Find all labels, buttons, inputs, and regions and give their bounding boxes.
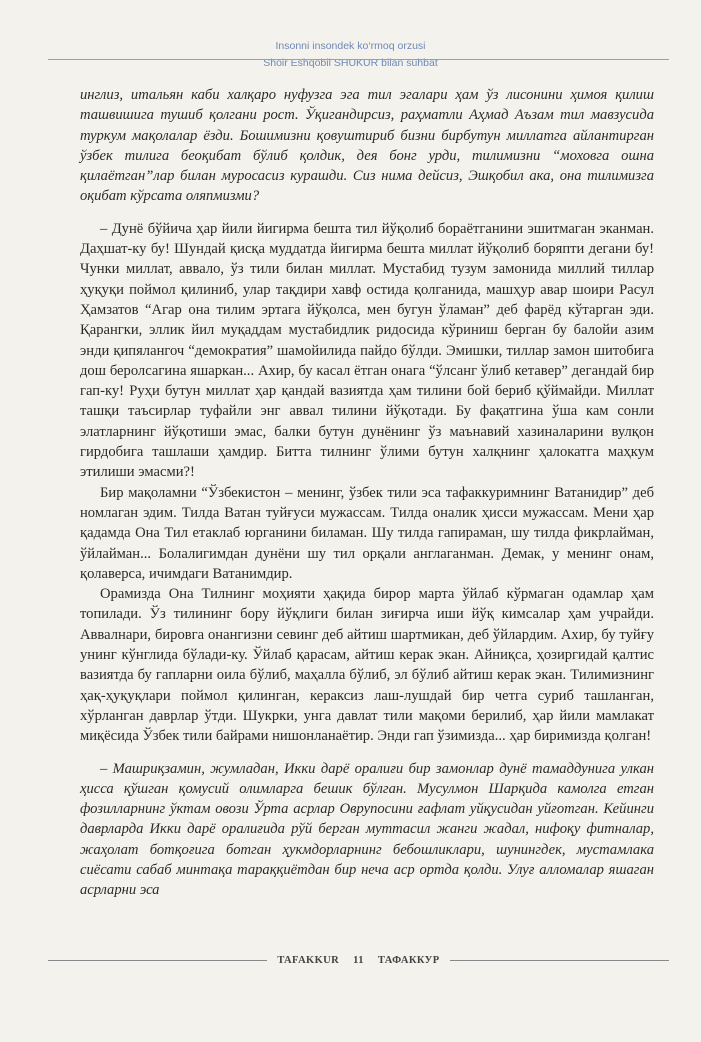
- answer-paragraph: Орамизда Она Тилнинг моҳияти ҳақида бирор марта ўйлаб кўрмаган одамлар ҳам топилади. Ўз тилининг бору йўқлиги билан зиғирча иши йўқ кимсалар ҳам учрайди. Аввалнари, бировга онангизни севинг деб айтиш шартмикан, деб ўйлардим. Ахир, бу туйғу унинг кўнглида бўлади-ку. Ўйлаб қарасам, айтиш керак экан. Айниқса, ҳозиргидай қалтис вазиятда бу гапларни оила бўлиб, маҳалла бўлиб, эл бўлиб айтиш керак экан. Тилимизнинг ҳақ-ҳуқуқлари поймол қилинган, кераксиз лаш-лушдай бир четга суриб ташланган, хўрланган даврлар ўтди. Шукрки, унга давлат тили мақоми берилиб, ҳар йили мамлакат миқёсида Ўзбек тили байрами нишонланаётир. Энди гап ўзимизда... ҳар биримизда қолган!: [80, 586, 654, 745]
- footer-journal-latin: TAFAKKUR: [277, 955, 340, 966]
- running-head-rule: [48, 59, 669, 60]
- running-head-subtitle: Shoir Eshqobil SHUKUR bilan suhbat: [263, 57, 438, 69]
- answer-paragraph: Бир мақоламни “Ўзбекистон – менинг, ўзбек тили эса тафаккуримнинг Ватанидир” деб номлаган эдим. Тилда Ватан туйғуси мужассам. Тилда оналик ҳисси мужассам. Мени ҳар қадамда Она Тил етаклаб юрганини биламан. Шу тилда гапираман, шу тилда фикрлайман, ўйлайман... Болалигимдан дунёни шу тил орқали англаганман. Демак, у менинг онам, қолаверса, ичимдаги Ватанимдир.: [80, 484, 654, 582]
- running-head-title: Insonni insondek ko‘rmoq orzusi: [275, 40, 426, 52]
- question-paragraph: инглиз, итальян каби халқаро нуфузга эга тил эгалари ҳам ўз лисонини ҳимоя қилиш ташвишига тушиб қолгани рост. Ўқигандирсиз, раҳматли Аҳмад Аъзам тил мавзусида туркум мақолалар ёзди. Бошимизни қовуштириб бизни бирбутун миллатга айлантирган ўзбек тилига беоқибат бўлиб қолдик, дея бонг урди, тилимизни “моховга ошна қилаётган”лар билан муросасиз курашди. Сиз нима дейсиз, Эшқобил ака, она тилимизга оқибат кўрсата оляпмизми?: [80, 87, 654, 205]
- answer-paragraph: – Дунё бўйича ҳар йили йигирма бешта тил йўқолиб бораётганини эшитмаган эканман. Даҳшат-ку бу! Шундай қисқа муддатда йигирма бешта миллат йўқолиб боряпти дегани бу! Чунки миллат, аввало, ўз тили билан миллат. Мустабид тузум замонида миллий тиллар ҳуқуқи поймол қилиниб, улар тақдири хавф остида қолганида, машҳур авар шоири Расул Ҳамзатов “Агар она тилим эртага йўқолса, мен бугун ўламан” деб фарёд кўтарган эди. Қарангки, эллик йил муқаддам мустабидлик ридосида кўриниш берган бу балойи азим энди қипялангоч “демократия” шамойилида пайдо бўлди. Эмишки, тиллар замон шитобига дош беролсагина яшаркан... Ахир, бу касал ётган онага “ўлсанг ўлиб кетавер” дегандай бир гап-ку! Руҳи бутун миллат ҳар қандай вазиятда ҳам тилини бой бериб қўймайди. Миллат ташқи таъсирлар туфайли энг аввал тилини йўқотади. Бу фақатгина ўша кам сонли элатларнинг йўқотиши эмас, балки бутун дунёнинг ўз маънавий хазиналарини вулқон гирдобига ташлаши ҳамдир. Битта тилнинг ўлими бутун халқнинг ҳалокатга маҳкум этилиши эмасми?!: [80, 220, 654, 481]
- running-head: [0, 40, 701, 70]
- page-footer: [48, 955, 669, 966]
- article-body: [80, 85, 654, 901]
- footer-journal-cyrillic: ТАФАККУР: [377, 955, 440, 966]
- footer-rule-right: [450, 960, 669, 961]
- footer-rule-left: [48, 960, 267, 961]
- page-number: 11: [353, 955, 364, 966]
- question-paragraph: – Машриқзамин, жумладан, Икки дарё оралиғи бир замонлар дунё тамаддунига улкан ҳисса қўшган қомусий олимларга бешик бўлган. Мусулмон Шарқида камолга етган фозилларнинг ўктам овози Ўрта асрлар Оврупосини ғафлат уйқусидан уйғотган. Кейинги даврларда Икки дарё оралиғида рўй берган муттасил жанги жадал, нифоқу фитналар, жаҳолат ботқоғига ботган ҳукмдорларнинг бебошликлари, шунингдек, мустамлака сиёсати сабаб минтақа тараққиётдан бир неча аср ортда қолди. Улуғ алломалар яшаган асрларни эса: [80, 760, 654, 899]
